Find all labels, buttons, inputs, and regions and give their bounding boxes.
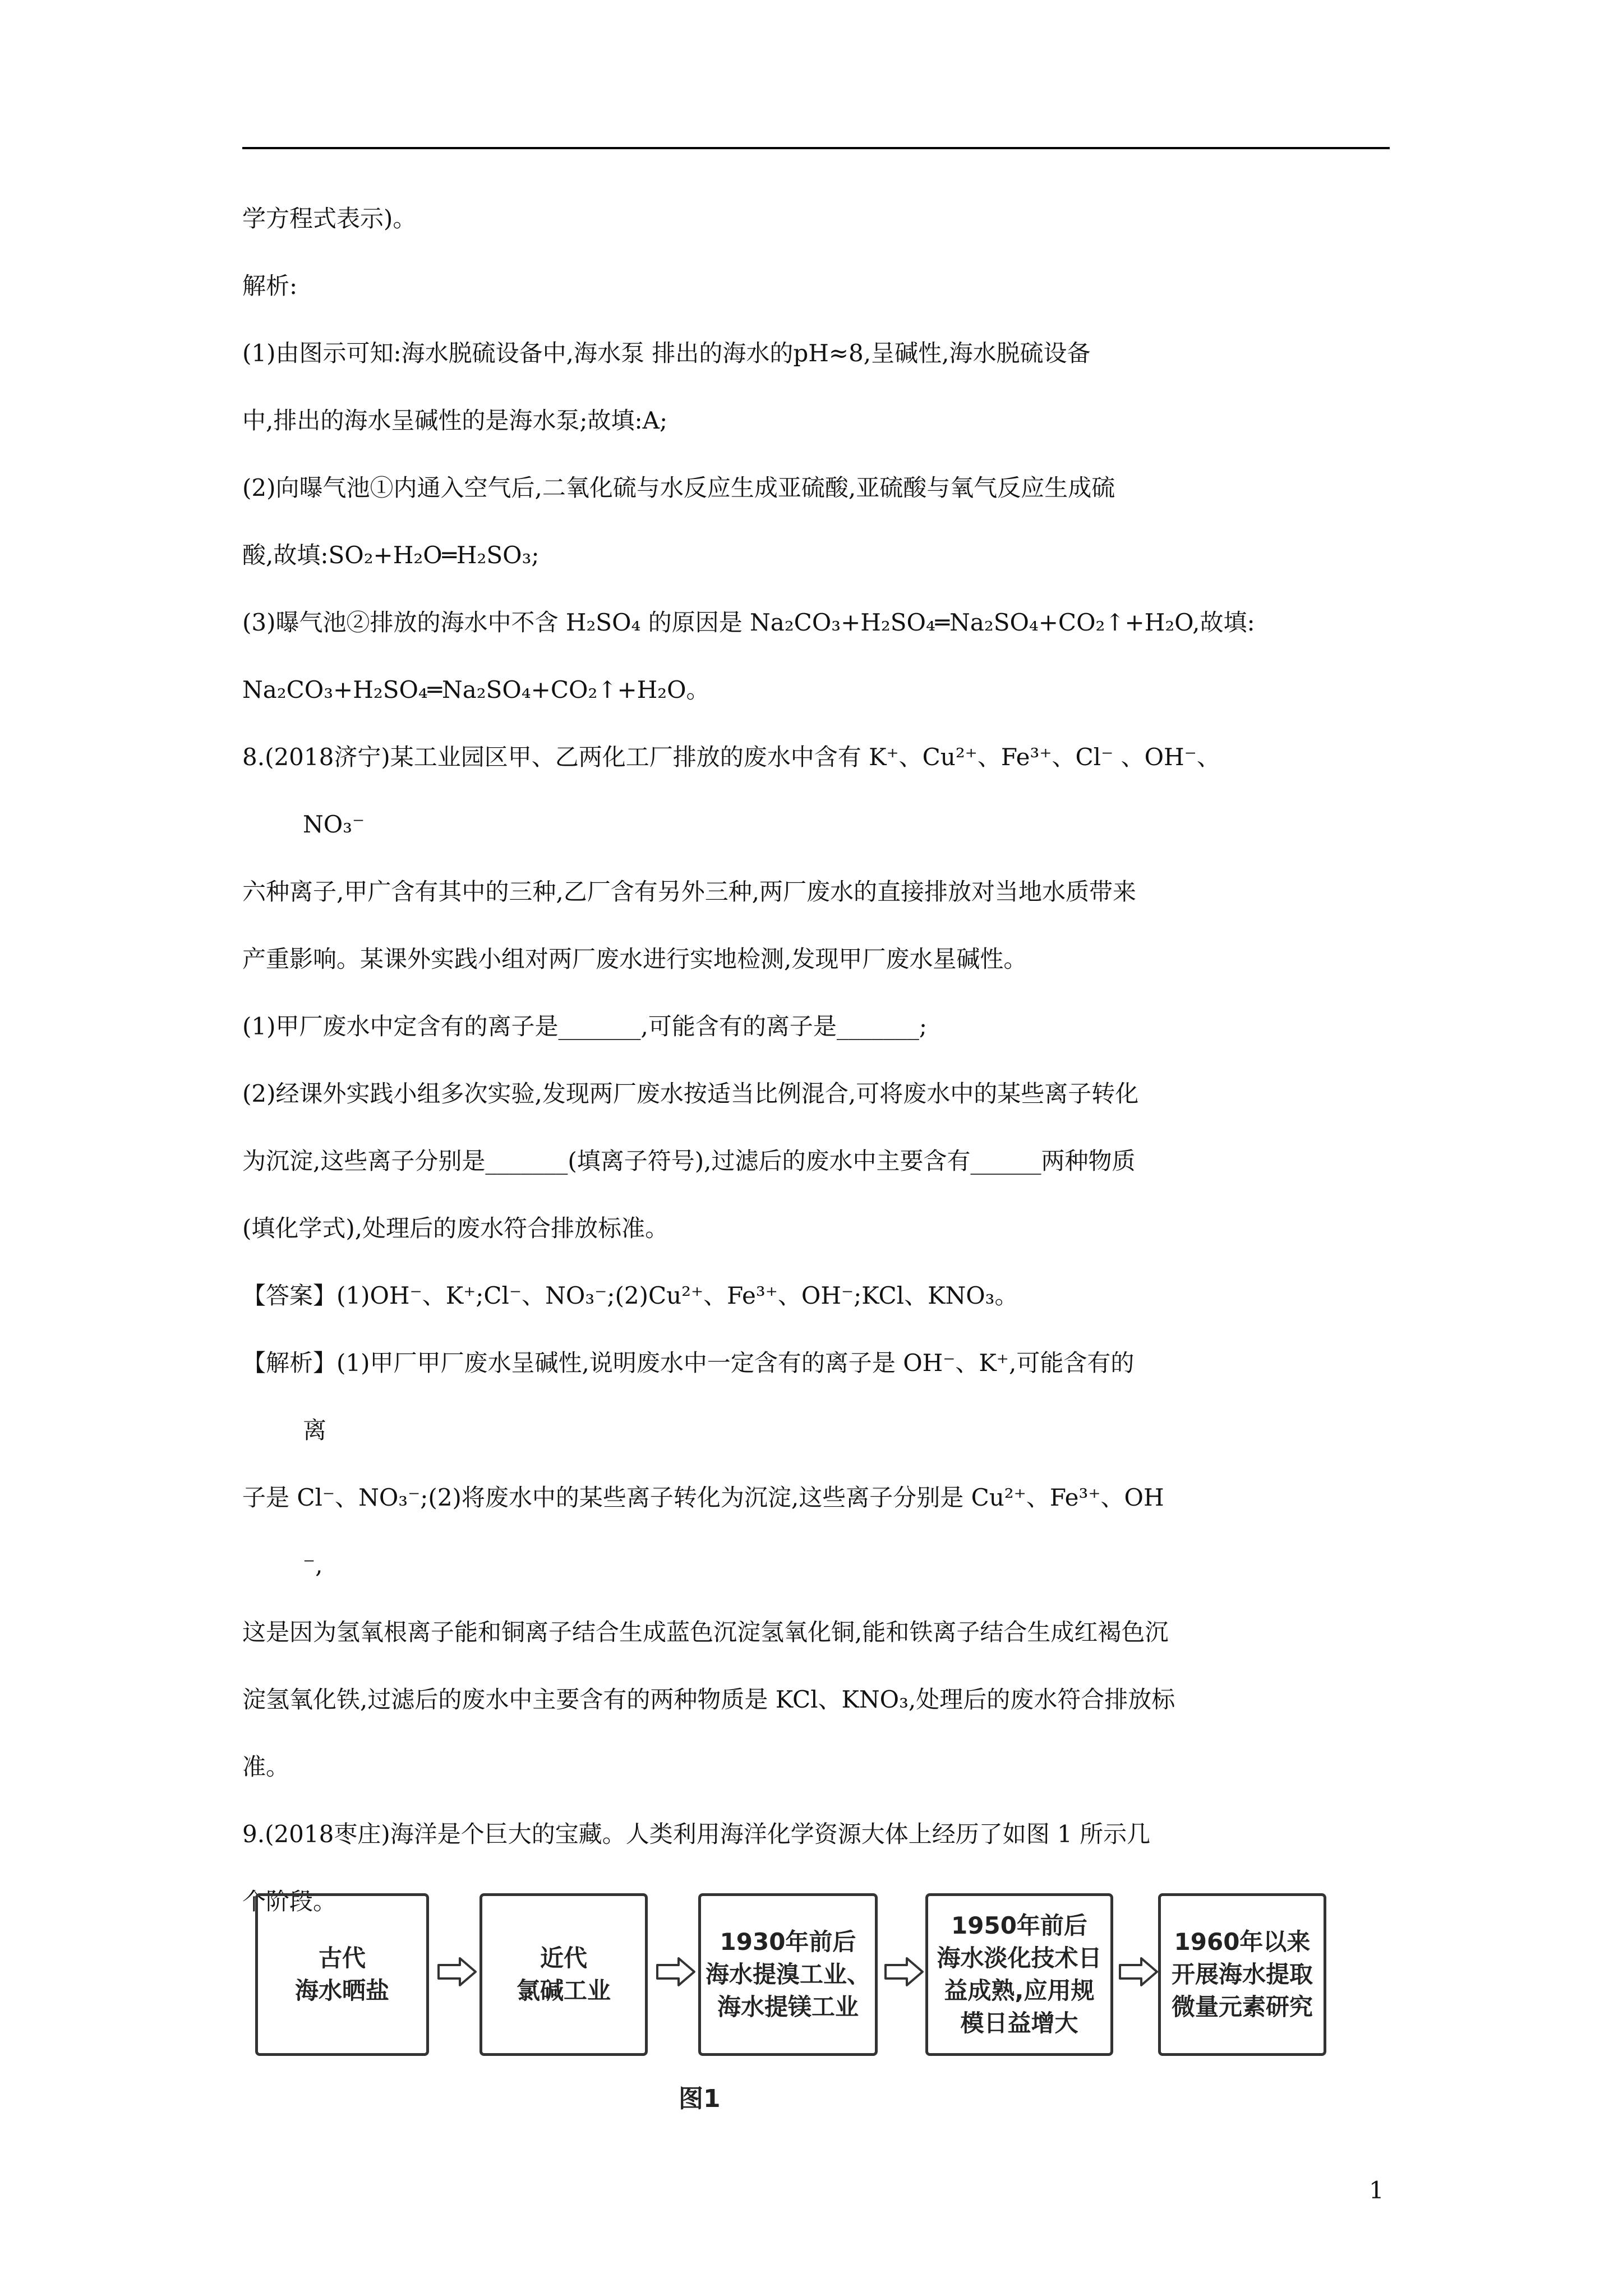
page-number: 1 (1369, 2177, 1384, 2204)
text-line: 个阶段。 (242, 1888, 337, 1915)
text-line: 解析: (242, 272, 298, 300)
text-line: 学方程式表示)。 (242, 205, 417, 232)
stage-box-modern: 近代 氯碱工业 (479, 1893, 648, 2056)
text-line: ⁻, (303, 1551, 323, 1579)
arrow-right-icon (884, 1956, 924, 1987)
arrow-right-icon (437, 1956, 477, 1987)
arrow-right-icon (1119, 1956, 1158, 1987)
text-line: 为沉淀,这些离子分别是_______(填离子符号),过滤后的废水中主要含有______两种物质 (242, 1147, 1136, 1175)
text-line: 准。 (242, 1753, 290, 1780)
text-line: 离 (303, 1416, 327, 1444)
question-8-stem: 8.(2018济宁)某工业园区甲、乙两化工厂排放的废水中含有 K⁺、Cu²⁺、Fe³⁺、Cl⁻ 、OH⁻、 (242, 743, 1220, 771)
text-line: 产重影响。某课外实践小组对两厂废水进行实地检测,发现甲厂废水星碱性。 (242, 945, 1027, 973)
answer-line: 【答案】(1)OH⁻、K⁺;Cl⁻、NO₃⁻;(2)Cu²⁺、Fe³⁺、OH⁻;KCl、KNO₃。 (242, 1282, 1018, 1309)
arrow-right-icon (656, 1956, 695, 1987)
text-line: (2)向曝气池①内通入空气后,二氧化硫与水反应生成亚硫酸,亚硫酸与氧气反应生成硫 (242, 474, 1115, 501)
text-line: 中,排出的海水呈碱性的是海水泵;故填:A; (242, 407, 668, 434)
text-line: 子是 Cl⁻、NO₃⁻;(2)将废水中的某些离子转化为沉淀,这些离子分别是 Cu²⁺、Fe³⁺、OH (242, 1484, 1164, 1511)
stage-box-1950: 1950年前后 海水淡化技术日 益成熟,应用规 模日益增大 (925, 1893, 1113, 2056)
text-line: Na₂CO₃+H₂SO₄═Na₂SO₄+CO₂↑+H₂O。 (242, 676, 710, 703)
stage-box-ancient: 古代 海水晒盐 (255, 1893, 429, 2056)
text-line: 这是因为氢氧根离子能和铜离子结合生成蓝色沉淀氢氧化铜,能和铁离子结合生成红褐色沉 (242, 1618, 1169, 1646)
figure-caption: 图1 (679, 2085, 721, 2113)
question-8-part-2: (2)经课外实践小组多次实验,发现两厂废水按适当比例混合,可将废水中的某些离子转化 (242, 1080, 1139, 1107)
stage-box-1930: 1930年前后 海水提溴工业、 海水提镁工业 (698, 1893, 878, 2056)
header-rule (242, 147, 1390, 149)
text-line: (填化学式),处理后的废水符合排放标准。 (242, 1214, 669, 1242)
text-line: (3)曝气池②排放的海水中不含 H₂SO₄ 的原因是 Na₂CO₃+H₂SO₄═Na₂SO₄+CO₂↑+H₂O,故填: (242, 609, 1255, 636)
figure-1-flowchart (255, 1893, 1326, 2062)
text-line: NO₃⁻ (303, 811, 365, 838)
text-line: (1)由图示可知:海水脱硫设备中,海水泵 排出的海水的pH≈8,呈碱性,海水脱硫设备 (242, 339, 1091, 367)
stage-box-1960: 1960年以来 开展海水提取 微量元素研究 (1158, 1893, 1326, 2056)
text-line: 六种离子,甲广含有其中的三种,乙厂含有另外三种,两厂废水的直接排放对当地水质带来 (242, 878, 1137, 905)
text-line: 淀氢氧化铁,过滤后的废水中主要含有的两种物质是 KCl、KNO₃,处理后的废水符合排放标 (242, 1686, 1175, 1713)
question-8-part-1: (1)甲厂废水中定含有的离子是_______,可能含有的离子是_______; (242, 1013, 927, 1040)
question-9-stem: 9.(2018枣庄)海洋是个巨大的宝藏。人类利用海洋化学资源大体上经历了如图 1 所示几 (242, 1820, 1151, 1848)
text-line: 酸,故填:SO₂+H₂O═H₂SO₃; (242, 541, 540, 569)
document-body (242, 185, 1392, 1935)
analysis-line: 【解析】(1)甲厂甲厂废水呈碱性,说明废水中一定含有的离子是 OH⁻、K⁺,可能含有的 (242, 1349, 1135, 1377)
